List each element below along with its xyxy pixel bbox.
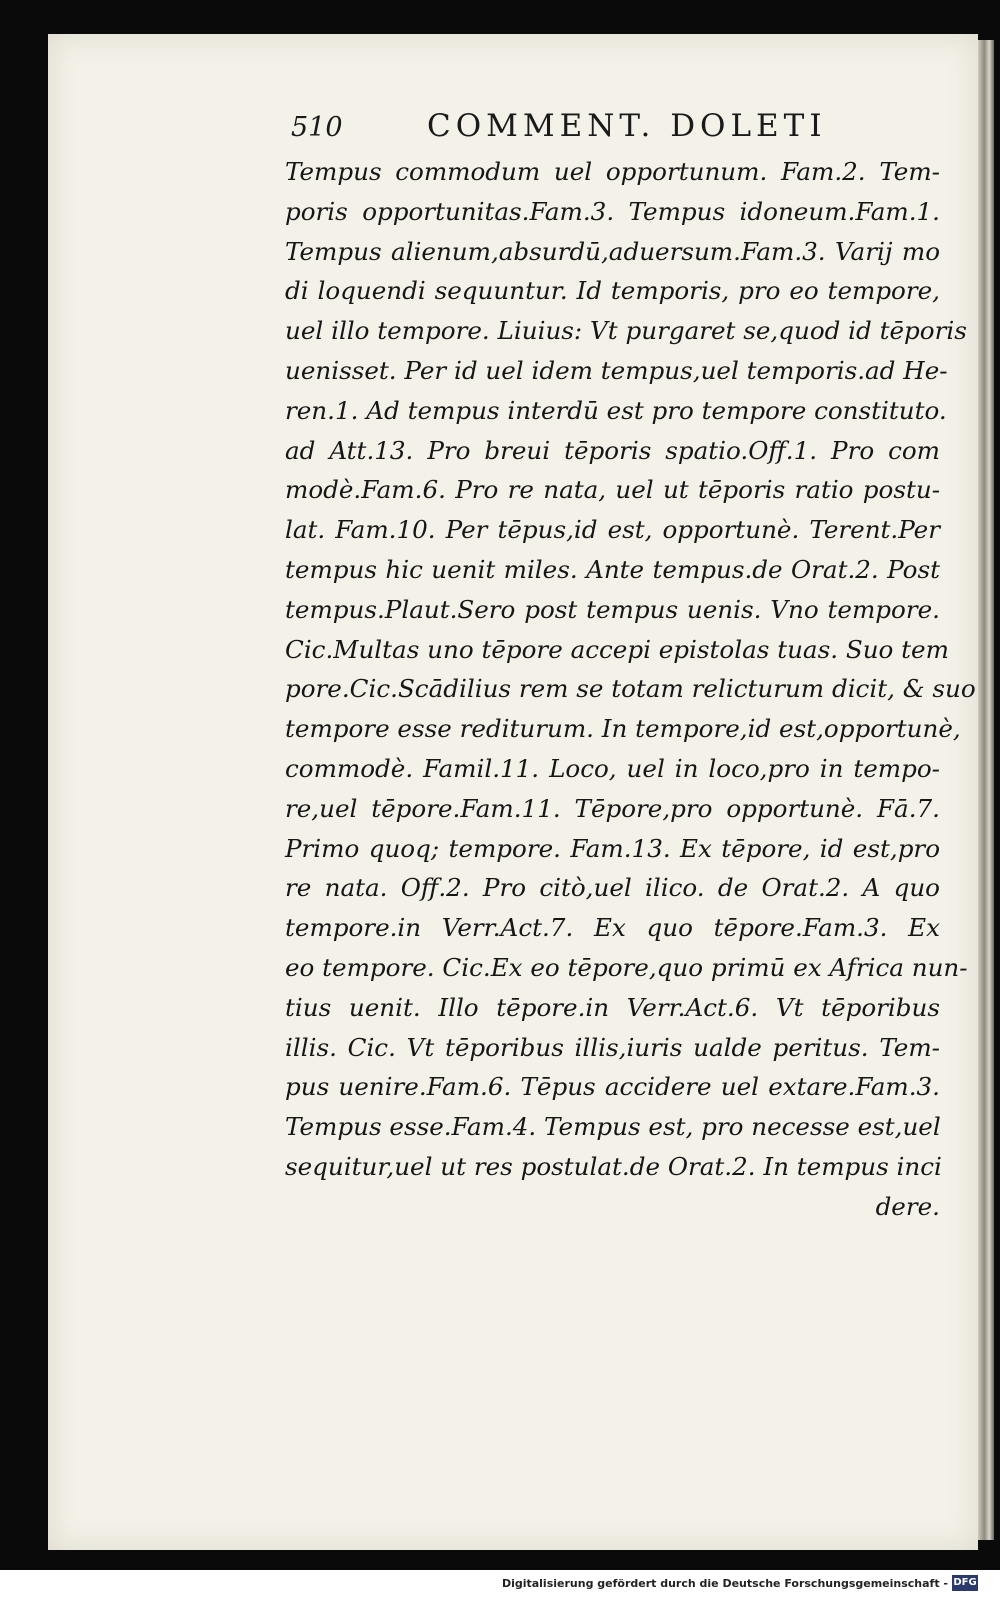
dfg-logo-icon: DFG bbox=[952, 1575, 978, 1591]
running-title: COMMENT. DOLETI bbox=[427, 108, 827, 144]
text-line: tempore esse rediturum. In tempore,id est,opportunè, bbox=[285, 714, 961, 744]
text-line: commodè. Famil.11. Loco, uel in loco,pro in tempo- bbox=[285, 753, 940, 783]
text-line: Tempus commodum uel opportunum. Fam.2. Tem- bbox=[285, 157, 940, 186]
text-line: pore.Cic.Scādilius rem se totam relicturum dicit, & suo bbox=[285, 674, 976, 704]
page-edge bbox=[978, 40, 994, 1540]
body-text bbox=[285, 152, 976, 1227]
text-line: modè.Fam.6. Pro re nata, uel ut tēporis ratio postu- bbox=[285, 475, 940, 505]
text-line: tempus hic uenit miles. Ante tempus.de Orat.2. Post bbox=[285, 554, 940, 584]
footer-bar bbox=[0, 1570, 1000, 1598]
text-line: eo tempore. Cic.Ex eo tēpore,quo primū ex Africa nun- bbox=[285, 952, 968, 982]
text-line: illis. Cic. Vt tēporibus illis,iuris ualde peritus. Tem- bbox=[285, 1032, 940, 1062]
page-number: 510 bbox=[291, 112, 343, 143]
text-line: Primo quoq; tempore. Fam.13. Ex tēpore, id est,pro bbox=[285, 833, 940, 863]
text-line: tempus.Plaut.Sero post tempus uenis. Vno tempore. bbox=[285, 594, 940, 624]
text-line: tempore.in Verr.Act.7. Ex quo tēpore.Fam.3. Ex bbox=[285, 913, 940, 943]
text-line: di loquendi sequuntur. Id temporis, pro eo tempore, bbox=[285, 276, 940, 306]
text-line: pus uenire.Fam.6. Tēpus accidere uel extare.Fam.3. bbox=[285, 1072, 940, 1102]
text-line: poris opportunitas.Fam.3. Tempus idoneum.Fam.1. bbox=[285, 196, 940, 226]
text-line: uel illo tempore. Liuius: Vt purgaret se,quod id tēporis bbox=[285, 316, 967, 346]
text-line: ad Att.13. Pro breui tēporis spatio.Off.1. Pro com bbox=[285, 435, 940, 465]
text-line: re nata. Off.2. Pro citò,uel ilico. de Orat.2. A quo bbox=[285, 873, 940, 903]
text-line: dere. bbox=[875, 1191, 940, 1221]
text-line: ren.1. Ad tempus interdū est pro tempore constituto. bbox=[285, 395, 947, 425]
text-line: tius uenit. Illo tēpore.in Verr.Act.6. Vt tēporibus bbox=[285, 992, 940, 1022]
text-line: sequitur,uel ut res postulat.de Orat.2. In tempus inci bbox=[285, 1151, 942, 1181]
text-line: uenisset. Per id uel idem tempus,uel temporis.ad He- bbox=[285, 355, 948, 385]
text-line: Cic.Multas uno tēpore accepi epistolas tuas. Suo tem bbox=[285, 634, 949, 664]
text-line: Tempus esse.Fam.4. Tempus est, pro necesse est,uel bbox=[285, 1112, 941, 1142]
text-line: Tempus alienum,absurdū,aduersum.Fam.3. Varij mo bbox=[285, 236, 940, 266]
funding-credit: Digitalisierung gefördert durch die Deutsche Forschungsgemeinschaft - bbox=[501, 1577, 948, 1590]
page-header bbox=[291, 108, 881, 152]
text-line: re,uel tēpore.Fam.11. Tēpore,pro opportunè. Fā.7. bbox=[285, 793, 940, 823]
text-line: lat. Fam.10. Per tēpus,id est, opportunè. Terent.Per bbox=[285, 515, 940, 545]
